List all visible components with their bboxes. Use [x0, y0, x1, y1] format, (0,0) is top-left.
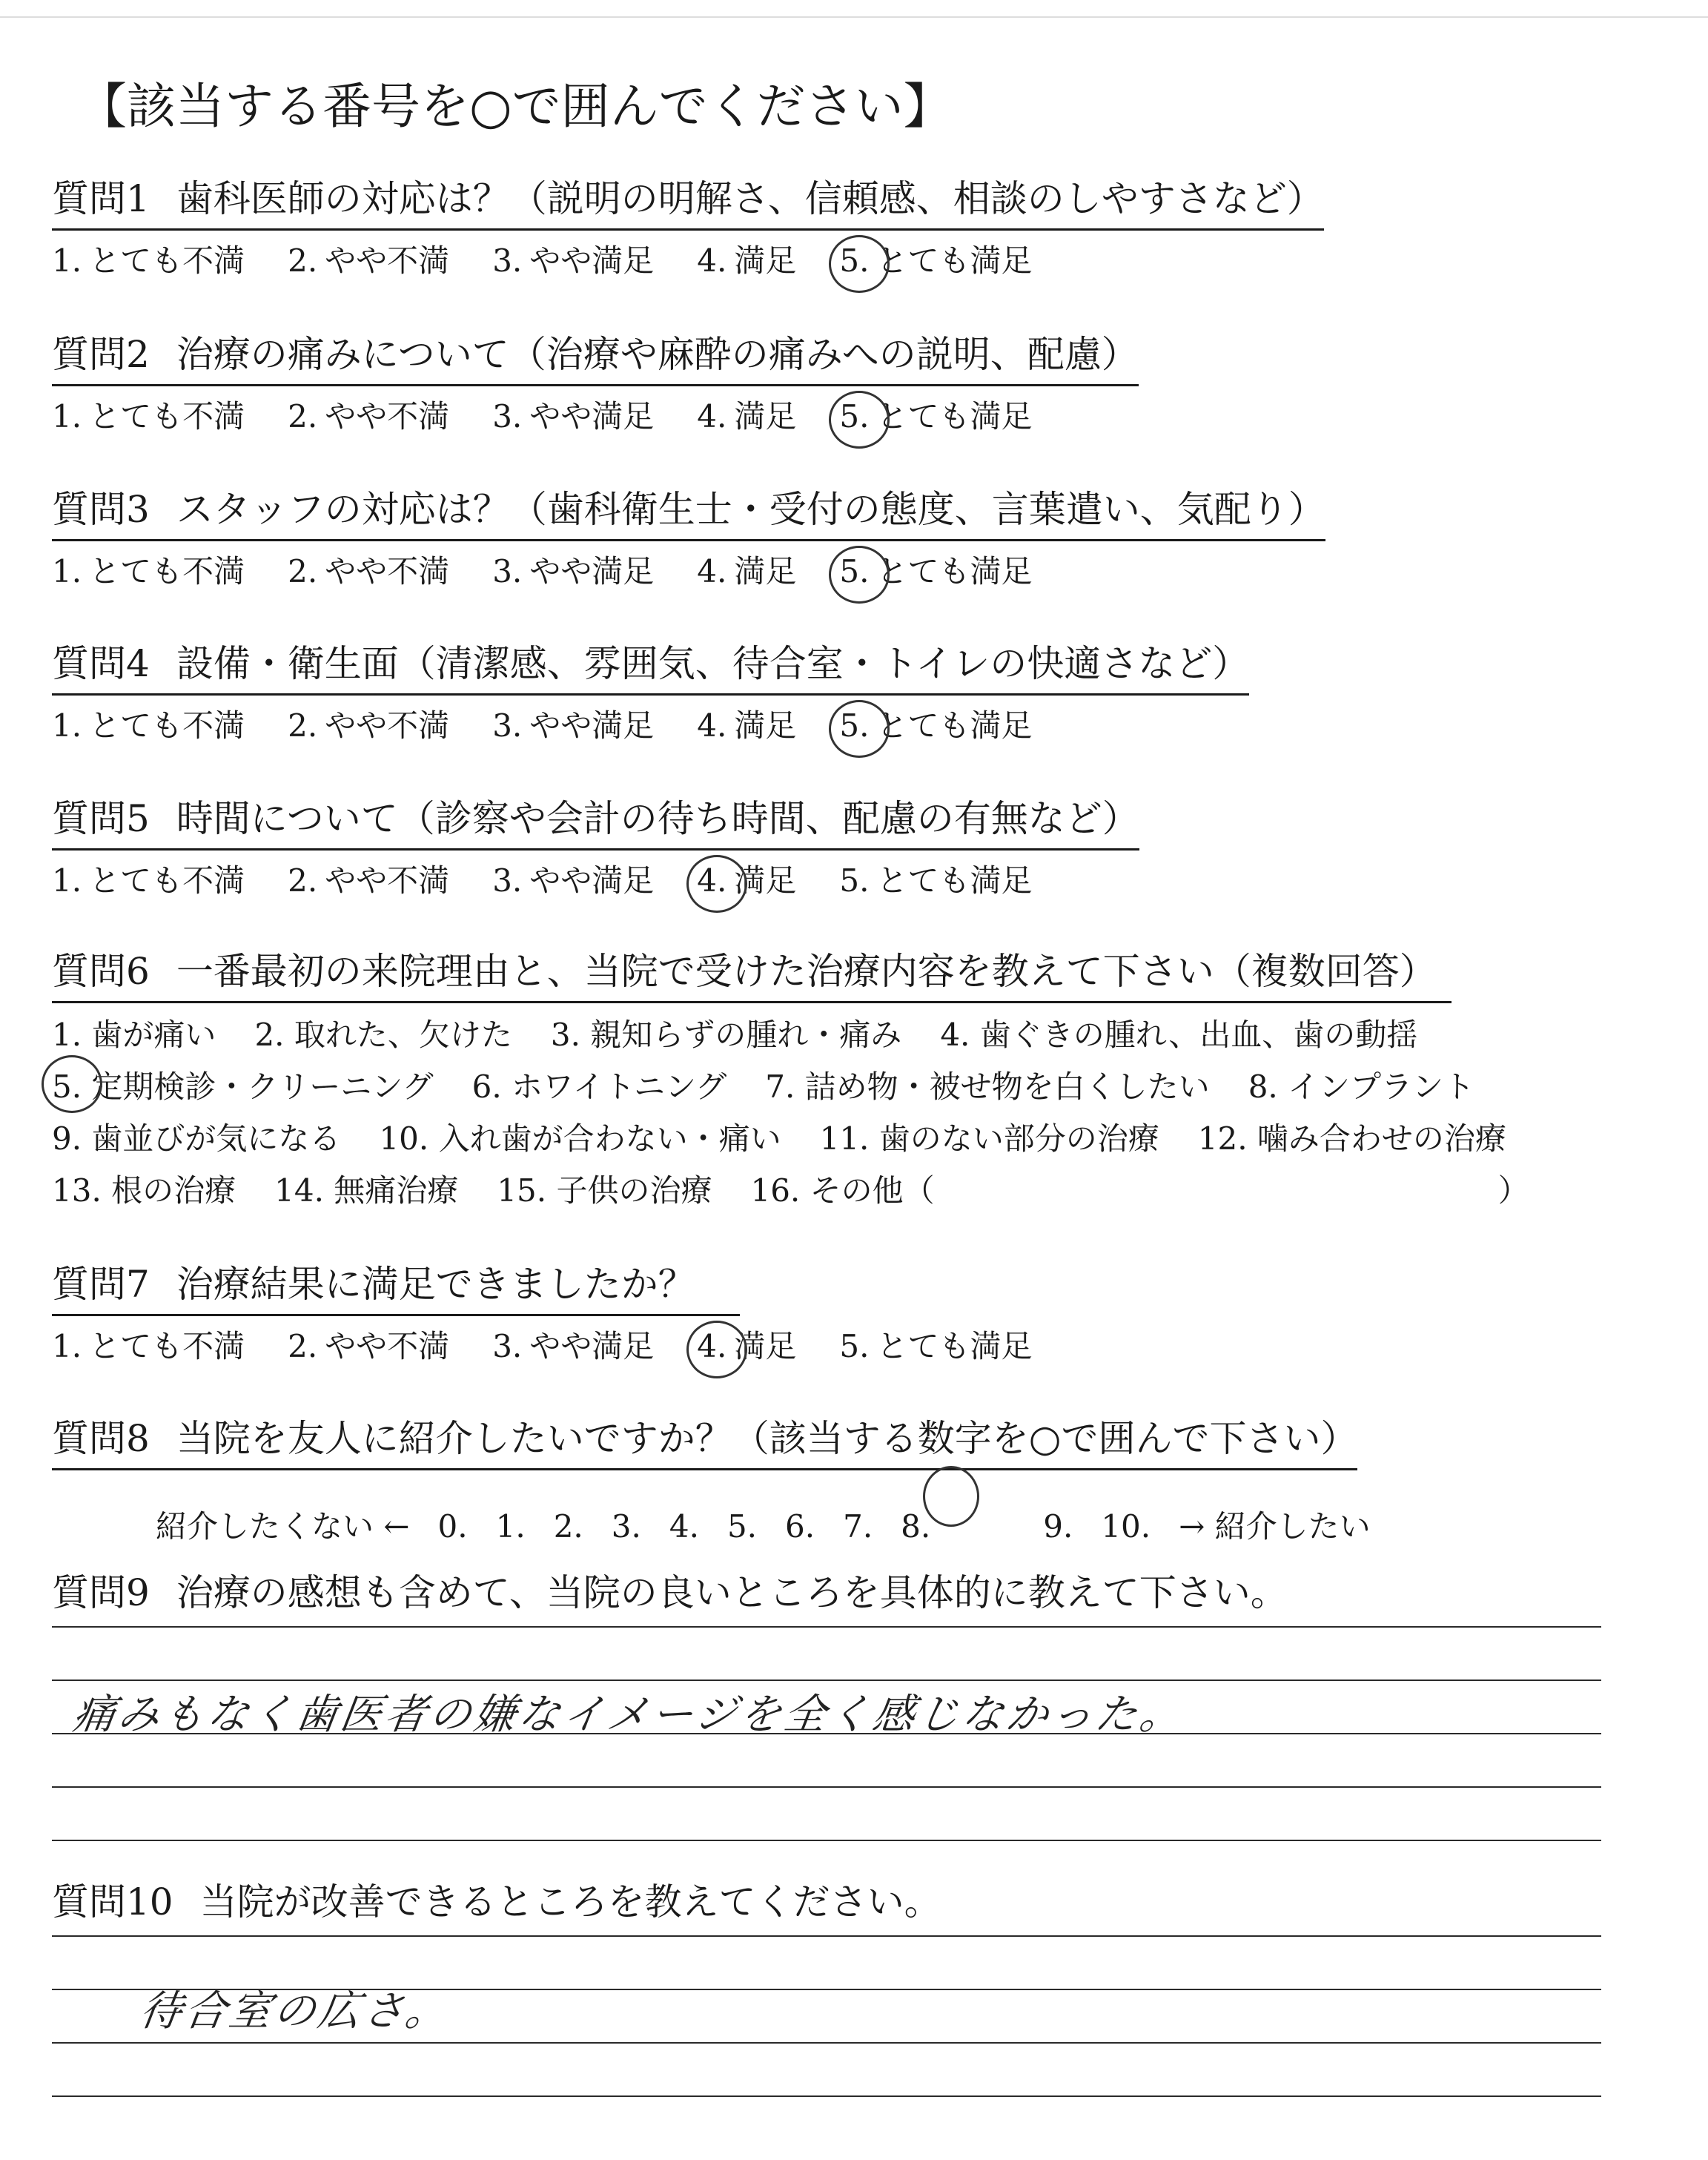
question-6	[52, 942, 1708, 1218]
scale-value[interactable]: 10.	[1101, 1508, 1151, 1545]
scale-value[interactable]: 8.	[901, 1476, 1015, 1545]
answer-line	[52, 1626, 1601, 1628]
options	[52, 1322, 1708, 1367]
option-2[interactable]	[288, 392, 449, 437]
options	[52, 237, 1708, 281]
reason-option[interactable]: 9. 歯並びが気になる	[52, 1120, 341, 1157]
option-label: とても不満	[89, 1328, 245, 1364]
option-label: やや満足	[529, 862, 655, 899]
reason-option[interactable]: 16. その他（	[750, 1172, 935, 1209]
top-rule	[0, 16, 1708, 18]
options	[52, 547, 1708, 592]
option-4[interactable]	[697, 547, 796, 592]
option-5[interactable]	[839, 1322, 1032, 1367]
reason-option[interactable]: 14. 無痛治療	[274, 1172, 459, 1209]
reason-options	[52, 1011, 1708, 1211]
option-1[interactable]	[52, 237, 245, 281]
option-number: 3.	[492, 553, 523, 589]
option-number: 5.	[839, 707, 869, 744]
option-number: 5.	[839, 1328, 870, 1364]
circled-selection-mark	[686, 1321, 747, 1378]
option-label: 満足	[734, 1328, 797, 1364]
option-number: 1.	[52, 398, 82, 435]
option-5[interactable]	[839, 547, 1032, 592]
option-label: とても満足	[876, 242, 1033, 279]
question-7	[52, 1255, 1708, 1367]
option-3[interactable]	[492, 856, 654, 901]
option-number: 1.	[52, 707, 82, 744]
option-number: 3.	[492, 707, 523, 744]
recommend-scale	[52, 1476, 1708, 1547]
option-label: とても不満	[89, 707, 245, 744]
option-number: 2.	[288, 862, 318, 899]
answer-lines-q9	[52, 1626, 1601, 1893]
answer-lines-q10	[52, 1935, 1601, 2149]
scale-value[interactable]: 4.	[669, 1508, 699, 1545]
option-label: やや不満	[325, 1328, 450, 1364]
scale-value[interactable]: 3.	[611, 1508, 641, 1545]
question-1-heading	[52, 169, 1324, 231]
handwritten-answer-q10: 待合室の広さ。	[136, 1987, 454, 2035]
question-number: 質問7	[52, 1263, 150, 1306]
question-number: 質問9	[52, 1571, 150, 1614]
circled-selection-mark	[829, 700, 890, 758]
option-2[interactable]	[288, 1322, 449, 1367]
option-label: やや満足	[529, 553, 655, 589]
question-2-heading	[52, 325, 1139, 386]
option-3[interactable]	[492, 392, 654, 437]
option-label: とても不満	[89, 242, 245, 279]
question-text: 治療の感想も含めて、当院の良いところを具体的に教えて下さい。	[176, 1571, 1288, 1614]
scale-value[interactable]: 0.	[437, 1508, 468, 1545]
question-number: 質問1	[52, 177, 150, 220]
option-number: 4.	[697, 1328, 726, 1364]
option-label: やや不満	[325, 707, 450, 744]
option-label: やや満足	[529, 707, 655, 744]
question-number: 質問8	[52, 1417, 150, 1460]
question-9	[52, 1563, 1708, 1622]
option-label: とても満足	[876, 553, 1033, 589]
question-3-heading	[52, 480, 1325, 541]
option-1[interactable]	[52, 392, 245, 437]
option-3[interactable]	[492, 1322, 654, 1367]
question-3	[52, 480, 1708, 592]
option-label: やや満足	[529, 398, 655, 435]
option-label: とても満足	[876, 707, 1033, 744]
reason-option[interactable]: 7. 詰め物・被せ物を白くしたい	[765, 1069, 1210, 1105]
option-1[interactable]	[52, 1322, 245, 1367]
option-label: 満足	[734, 707, 797, 744]
option-1[interactable]	[52, 701, 245, 746]
reason-row	[52, 1011, 1708, 1055]
option-number: 4.	[697, 398, 727, 435]
reason-option[interactable]: 10. 入れ歯が合わない・痛い	[379, 1120, 781, 1157]
question-text: 時間について（診察や会計の待ち時間、配慮の有無など）	[176, 797, 1139, 840]
scale-value[interactable]: 9.	[1043, 1508, 1073, 1545]
option-1[interactable]	[52, 547, 245, 592]
circled-selection-mark	[686, 855, 747, 913]
option-number: 5.	[839, 862, 870, 899]
option-number: 1.	[52, 242, 82, 279]
reason-option[interactable]: 3. 親知らずの腫れ・痛み	[550, 1017, 902, 1053]
scale-value[interactable]: 5.	[726, 1508, 758, 1545]
question-8-heading	[52, 1409, 1357, 1470]
option-number: 2.	[288, 242, 318, 279]
instruction-heading: 【該当する番号を○で囲んでください】	[78, 78, 953, 135]
option-label: 満足	[734, 553, 797, 589]
question-4	[52, 634, 1708, 746]
question-6-heading	[52, 942, 1452, 1003]
option-label: やや満足	[529, 242, 655, 279]
question-text: 当院が改善できるところを教えてください。	[199, 1880, 941, 1923]
option-label: やや不満	[325, 242, 450, 279]
option-number: 4.	[697, 553, 727, 589]
option-number: 3.	[492, 242, 523, 279]
option-5[interactable]	[839, 856, 1032, 901]
option-3[interactable]	[492, 237, 654, 281]
reason-option[interactable]: 2. 取れた、欠けた	[254, 1017, 512, 1053]
question-8	[52, 1409, 1708, 1547]
option-number: 2.	[288, 707, 318, 744]
option-5[interactable]	[839, 237, 1032, 281]
option-4[interactable]	[697, 701, 796, 746]
reason-row	[52, 1063, 1708, 1107]
option-label: とても不満	[89, 398, 245, 435]
question-number: 質問5	[52, 797, 150, 840]
reason-option[interactable]: 12. 噛み合わせの治療	[1197, 1120, 1506, 1157]
option-4[interactable]	[697, 1322, 796, 1367]
option-2[interactable]	[288, 701, 449, 746]
option-2[interactable]	[288, 856, 449, 901]
reason-option[interactable]: 11. 歯のない部分の治療	[819, 1120, 1159, 1157]
option-1[interactable]	[52, 856, 245, 901]
option-number: 1.	[52, 553, 82, 589]
question-10-heading	[52, 1872, 941, 1932]
question-number: 質問4	[52, 642, 150, 685]
option-label: やや不満	[325, 553, 450, 589]
option-label: とても満足	[876, 862, 1033, 899]
question-7-heading	[52, 1255, 740, 1316]
option-label: 満足	[734, 398, 797, 435]
option-label: 満足	[734, 242, 797, 279]
question-text: 歯科医師の対応は？（説明の明解さ、信頼感、相談のしやすさなど）	[176, 177, 1324, 220]
option-4[interactable]	[697, 856, 796, 901]
option-number: 4.	[697, 242, 727, 279]
question-number: 質問6	[52, 950, 150, 993]
reason-option[interactable]: 4. 歯ぐきの腫れ、出血、歯の動揺	[940, 1017, 1418, 1053]
scale-low-label: 紹介したくない ←	[156, 1508, 410, 1545]
question-4-heading	[52, 634, 1249, 696]
question-2	[52, 325, 1708, 437]
answer-line	[52, 1840, 1601, 1841]
option-number: 2.	[288, 1328, 318, 1364]
option-number: 1.	[52, 862, 82, 899]
circled-selection-mark	[923, 1466, 979, 1527]
option-number: 3.	[492, 1328, 523, 1364]
answer-line	[52, 1680, 1601, 1681]
question-5	[52, 789, 1708, 901]
option-label: 満足	[734, 862, 797, 899]
option-label: やや満足	[529, 1328, 655, 1364]
option-5[interactable]	[839, 392, 1032, 437]
option-number: 3.	[492, 398, 523, 435]
answer-line	[52, 1935, 1601, 1937]
circled-selection-mark	[42, 1055, 102, 1113]
options	[52, 701, 1708, 746]
option-number: 4.	[697, 862, 726, 899]
reason-option[interactable]: 13. 根の治療	[52, 1172, 236, 1209]
answer-line	[52, 2095, 1601, 2097]
reason-option[interactable]: 6. ホワイトニング	[471, 1069, 727, 1105]
question-number: 質問2	[52, 333, 150, 376]
option-4[interactable]	[697, 237, 796, 281]
option-label: とても不満	[89, 862, 245, 899]
scale-value[interactable]: 2.	[553, 1508, 583, 1545]
scale-value[interactable]: 7.	[843, 1508, 873, 1545]
question-text: 一番最初の来院理由と、当院で受けた治療内容を教えて下さい（複数回答）	[176, 950, 1437, 993]
question-10	[52, 1872, 1708, 1932]
question-number: 質問3	[52, 488, 150, 531]
question-text: 設備・衛生面（清潔感、雰囲気、待合室・トイレの快適さなど）	[176, 642, 1250, 685]
question-text: 治療の痛みについて（治療や麻酔の痛みへの説明、配慮）	[176, 333, 1139, 376]
option-label: とても満足	[876, 398, 1033, 435]
reason-row	[52, 1114, 1708, 1159]
option-3[interactable]	[492, 701, 654, 746]
option-number: 4.	[697, 707, 727, 744]
scale-value[interactable]: 1.	[495, 1508, 526, 1545]
option-number: 5.	[839, 398, 869, 435]
circled-selection-mark	[829, 546, 890, 604]
options	[52, 856, 1708, 901]
question-1	[52, 169, 1708, 281]
reason-option[interactable]: 1. 歯が痛い	[52, 1017, 216, 1053]
option-number: 5.	[839, 242, 869, 279]
circled-selection-mark	[829, 391, 890, 449]
option-4[interactable]	[697, 392, 796, 437]
answer-line	[52, 2042, 1601, 2044]
option-2[interactable]	[288, 237, 449, 281]
scale-value[interactable]: 6.	[785, 1508, 815, 1545]
option-label: とても不満	[89, 553, 245, 589]
option-label: やや不満	[325, 862, 450, 899]
option-number: 5.	[839, 553, 869, 589]
option-number: 1.	[52, 1328, 82, 1364]
reason-option[interactable]: 8. インプラント	[1248, 1069, 1475, 1105]
option-number: 2.	[288, 553, 318, 589]
question-text: 治療結果に満足できましたか？	[176, 1263, 695, 1306]
option-5[interactable]	[839, 701, 1032, 746]
answer-line	[52, 1786, 1601, 1788]
option-3[interactable]	[492, 547, 654, 592]
question-number: 質問10	[52, 1880, 173, 1923]
options	[52, 392, 1708, 437]
option-number: 2.	[288, 398, 318, 435]
question-5-heading	[52, 789, 1139, 851]
reason-option[interactable]: 15. 子供の治療	[497, 1172, 712, 1209]
handwritten-answer-q9: 痛みもなく歯医者の嫌なイメージを全く感じなかった。	[70, 1691, 1188, 1739]
question-text: スタッフの対応は？（歯科衛生士・受付の態度、言葉遣い、気配り）	[176, 488, 1325, 531]
question-9-heading	[52, 1563, 1288, 1622]
option-label: とても満足	[876, 1328, 1033, 1364]
reason-option[interactable]: 5. 定期検診・クリーニング	[52, 1063, 434, 1107]
reason-option[interactable]: ）	[1497, 1172, 1529, 1209]
option-2[interactable]	[288, 547, 449, 592]
circled-selection-mark	[829, 235, 890, 293]
question-text: 当院を友人に紹介したいですか？（該当する数字を○で囲んで下さい）	[176, 1417, 1358, 1460]
scale-high-label: → 紹介したい	[1179, 1508, 1371, 1545]
option-label: やや不満	[325, 398, 450, 435]
option-number: 3.	[492, 862, 523, 899]
reason-row	[52, 1166, 1708, 1211]
